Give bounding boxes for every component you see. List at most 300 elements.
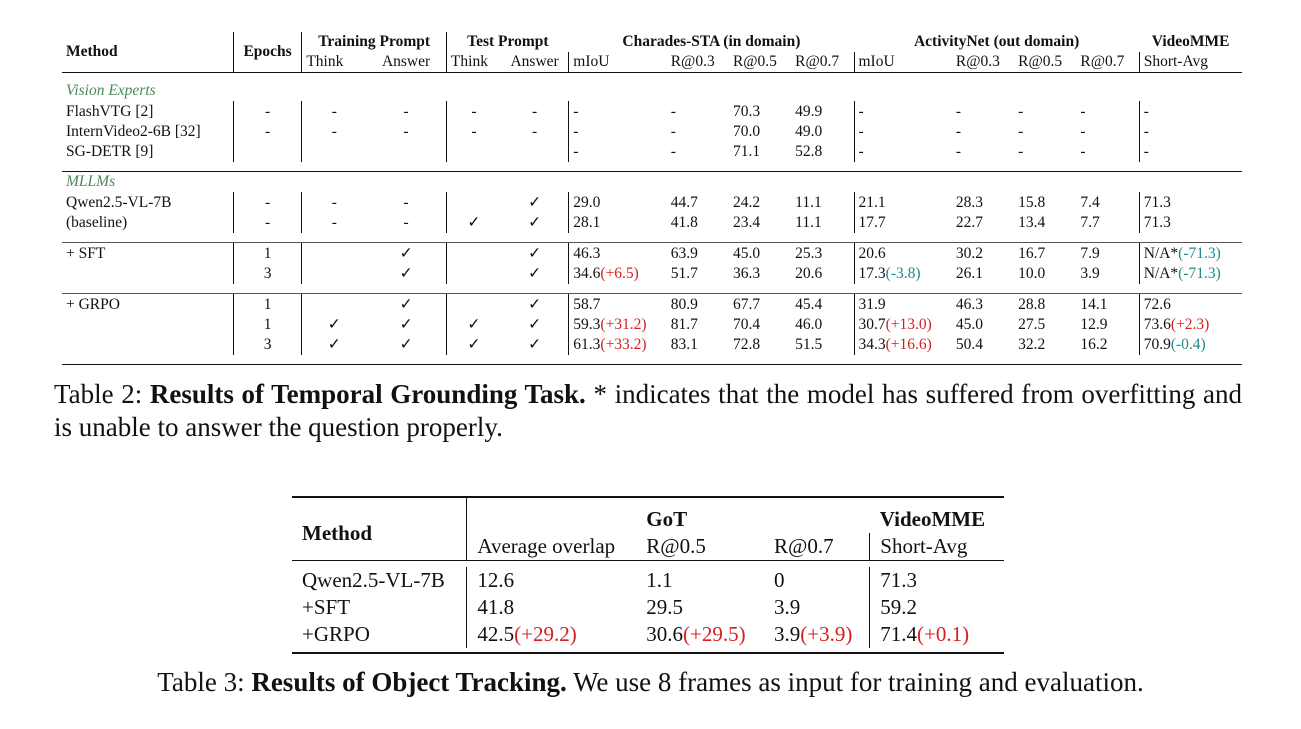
method-cell: [62, 192, 233, 213]
test-answer-cell: [501, 122, 569, 142]
test-think-cell: [446, 142, 500, 162]
ch-r07-cell: [791, 101, 854, 122]
cell-value: 20.6: [795, 265, 823, 282]
t3-r07-cell: [764, 567, 870, 594]
t3-method-cell: [292, 594, 467, 621]
cell-value: 49.0: [795, 123, 823, 140]
cell-value: FlashVTG [2]: [66, 103, 154, 120]
table-row: [292, 621, 1004, 648]
subheader-test-answer: Answer: [510, 53, 559, 70]
ch-r03-cell: [667, 122, 729, 142]
cell-value: -: [403, 214, 409, 231]
ch-r05-cell: [729, 192, 791, 213]
vm-short-avg-cell: [1139, 192, 1242, 213]
t3-body: [292, 567, 1004, 648]
cell-value: -: [403, 194, 409, 211]
vm-short-avg-cell: [1139, 243, 1242, 265]
cell-value: 59.3: [573, 316, 601, 333]
ch-miou-cell: [569, 315, 667, 335]
cell-value: -: [858, 123, 864, 140]
t3-r07-cell: [764, 621, 870, 648]
grpo-group: [62, 294, 1242, 356]
train-answer-cell: [366, 122, 446, 142]
ch-miou-cell: [569, 213, 667, 233]
cell-value: 26.1: [955, 265, 984, 282]
t3-avg-overlap-cell: [467, 594, 636, 621]
epochs-cell: [233, 243, 302, 265]
an-miou-cell: [854, 142, 952, 162]
delta-value: (+33.2): [600, 336, 647, 353]
cell-value: -: [331, 194, 337, 211]
train-think-cell: [302, 294, 366, 316]
vm-short-avg-cell: [1139, 335, 1242, 355]
cell-value: 72.8: [732, 336, 761, 353]
cell-value: +SFT: [302, 595, 351, 619]
cell-value: 70.0: [732, 123, 761, 140]
cell-value: 16.2: [1080, 336, 1108, 353]
delta-value: (+16.6): [885, 336, 932, 353]
an-r07-cell: [1076, 213, 1139, 233]
subheader-test-think: Think: [446, 52, 500, 73]
cell-value: 49.9: [795, 103, 823, 120]
cell-value: +GRPO: [302, 622, 370, 646]
cell-value: -: [532, 103, 538, 120]
cell-value: 24.2: [732, 194, 761, 211]
cell-value: 7.7: [1080, 214, 1100, 231]
table2-caption: [54, 378, 1242, 444]
cell-value: ✓: [399, 245, 413, 262]
cell-value: -: [331, 214, 337, 231]
method-cell: [62, 101, 233, 122]
cell-value: ✓: [528, 316, 542, 333]
cell-value: + SFT: [66, 245, 106, 262]
table-row: [62, 101, 1242, 122]
cell-value: 83.1: [670, 336, 698, 353]
cell-value: 12.9: [1080, 316, 1108, 333]
cell-value: 45.4: [795, 296, 823, 313]
method-cell: [62, 122, 233, 142]
ch-r07-cell: [791, 315, 854, 335]
ch-r05-cell: [729, 101, 791, 122]
cell-value: 45.0: [732, 245, 761, 262]
method-cell: [62, 213, 233, 233]
t3-r05-cell: [636, 621, 764, 648]
an-r05-cell: [1014, 315, 1076, 335]
vm-short-avg-cell: [1139, 122, 1242, 142]
delta-value: (-71.3): [1178, 265, 1221, 282]
cell-value: 51.5: [795, 336, 823, 353]
table-row: [62, 213, 1242, 233]
cell-value: -: [670, 103, 676, 120]
method-cell: [62, 335, 233, 355]
cell-value: 20.6: [858, 245, 886, 262]
train-answer-cell: [366, 101, 446, 122]
table2-caption-text: * indicates that the model has suffered from overfitting and is unable to answer the question properly.: [54, 379, 1242, 442]
header-method: Method: [66, 43, 118, 60]
cell-value: 3: [263, 336, 272, 353]
ch-miou-cell: [569, 335, 667, 355]
an-r05-cell: [1014, 192, 1076, 213]
an-miou-cell: [854, 192, 952, 213]
t3-header-got: GoT: [636, 497, 764, 533]
t3-header-videomme: VideoMME: [870, 497, 1004, 533]
cell-value: -: [670, 143, 676, 160]
cell-value: ✓: [399, 265, 413, 282]
table3-caption-title: Results of Object Tracking.: [251, 667, 567, 697]
table-row: [62, 294, 1242, 316]
subheader-ch-miou: mIoU: [569, 52, 667, 73]
subheader-train-think: Think: [302, 52, 366, 73]
cell-value: -: [858, 143, 864, 160]
vm-short-avg-cell: [1139, 264, 1242, 284]
test-think-cell: [446, 335, 500, 355]
ch-r05-cell: [729, 264, 791, 284]
cell-value: (baseline): [66, 214, 128, 231]
method-cell: [62, 264, 233, 284]
test-think-cell: [446, 243, 500, 265]
vm-short-avg-cell: [1139, 213, 1242, 233]
cell-value: 28.8: [1018, 296, 1046, 313]
cell-value: ✓: [528, 194, 542, 211]
delta-value: (+31.2): [600, 316, 647, 333]
cell-value: 0: [773, 568, 785, 592]
ch-r03-cell: [667, 142, 729, 162]
method-cell: [62, 142, 233, 162]
cell-value: 3: [263, 265, 272, 282]
cell-value: 30.2: [955, 245, 984, 262]
cell-value: ✓: [399, 296, 413, 313]
vision-experts-group: [62, 101, 1242, 162]
epochs-cell: [233, 315, 302, 335]
train-think-cell: [302, 335, 366, 355]
epochs-cell: [233, 264, 302, 284]
cell-value: 41.8: [670, 214, 698, 231]
ch-r03-cell: [667, 335, 729, 355]
an-miou-cell: [854, 213, 952, 233]
header-test-prompt: Test Prompt: [446, 32, 568, 52]
ch-r03-cell: [667, 294, 729, 316]
ch-r03-cell: [667, 243, 729, 265]
cell-value: -: [1080, 143, 1086, 160]
cell-value: 25.3: [795, 245, 823, 262]
cell-value: -: [1143, 123, 1149, 140]
train-think-cell: [302, 101, 366, 122]
delta-value: (+13.0): [885, 316, 932, 333]
vm-short-avg-cell: [1139, 294, 1242, 316]
cell-value: 45.0: [955, 316, 984, 333]
cell-value: 52.8: [795, 143, 823, 160]
cell-value: 42.5: [477, 622, 515, 646]
cell-value: -: [1018, 103, 1024, 120]
cell-value: 71.4: [880, 622, 918, 646]
cell-value: 15.8: [1018, 194, 1046, 211]
test-think-cell: [446, 294, 500, 316]
an-r03-cell: [952, 294, 1014, 316]
cell-value: ✓: [467, 316, 481, 333]
test-answer-cell: [501, 335, 569, 355]
cell-value: InternVideo2-6B [32]: [66, 123, 201, 140]
cell-value: 1: [263, 316, 272, 333]
epochs-cell: [233, 213, 302, 233]
t3-r05-cell: [636, 594, 764, 621]
an-r05-cell: [1014, 294, 1076, 316]
subheader-ch-r03: R@0.3: [670, 53, 715, 70]
an-r07-cell: [1076, 192, 1139, 213]
cell-value: 1: [263, 296, 272, 313]
cell-value: ✓: [399, 336, 413, 353]
an-miou-cell: [854, 294, 952, 316]
t3-method-cell: [292, 567, 467, 594]
t3-header-short-avg: Short-Avg: [870, 533, 1004, 561]
cell-value: 11.1: [795, 214, 822, 231]
cell-value: 71.1: [732, 143, 761, 160]
ch-r07-cell: [791, 335, 854, 355]
cell-value: -: [1143, 143, 1149, 160]
ch-r03-cell: [667, 101, 729, 122]
cell-value: -: [1018, 143, 1024, 160]
train-think-cell: [302, 213, 366, 233]
cell-value: 29.5: [646, 595, 684, 619]
an-r05-cell: [1014, 264, 1076, 284]
delta-value: (-71.3): [1178, 245, 1221, 262]
an-r03-cell: [952, 335, 1014, 355]
train-answer-cell: [366, 243, 446, 265]
t3-avg-overlap-cell: [467, 621, 636, 648]
cell-value: 71.3: [880, 568, 918, 592]
test-answer-cell: [501, 294, 569, 316]
cell-value: -: [331, 103, 337, 120]
ch-r05-cell: [729, 243, 791, 265]
t3-method-cell: [292, 621, 467, 648]
an-r07-cell: [1076, 142, 1139, 162]
t3-header-r07: R@0.7: [773, 534, 834, 558]
test-think-cell: [446, 122, 500, 142]
train-answer-cell: [366, 315, 446, 335]
ch-r03-cell: [667, 192, 729, 213]
cell-value: -: [1143, 103, 1149, 120]
cell-value: 17.3: [858, 265, 886, 282]
mllms-group: [62, 192, 1242, 233]
cell-value: 80.9: [670, 296, 698, 313]
epochs-cell: [233, 122, 302, 142]
cell-value: 30.7: [858, 316, 886, 333]
test-think-cell: [446, 213, 500, 233]
ch-r07-cell: [791, 213, 854, 233]
an-r03-cell: [952, 122, 1014, 142]
epochs-cell: [233, 294, 302, 316]
subheader-ch-r05: R@0.5: [732, 53, 777, 70]
cell-value: -: [265, 194, 271, 211]
cell-value: -: [858, 103, 864, 120]
ch-r07-cell: [791, 142, 854, 162]
ch-r05-cell: [729, 122, 791, 142]
cell-value: 7.9: [1080, 245, 1100, 262]
cell-value: -: [670, 123, 676, 140]
cell-value: -: [573, 123, 579, 140]
table-row: [62, 243, 1242, 265]
ch-r07-cell: [791, 122, 854, 142]
object-tracking-table: [292, 496, 1004, 654]
epochs-cell: [233, 335, 302, 355]
table-row: [292, 594, 1004, 621]
cell-value: 1: [263, 245, 272, 262]
table3-caption-text: We use 8 frames as input for training and evaluation.: [566, 667, 1144, 697]
test-think-cell: [446, 192, 500, 213]
cell-value: Qwen2.5-VL-7B: [302, 568, 445, 592]
cell-value: -: [471, 103, 477, 120]
ch-r05-cell: [729, 335, 791, 355]
test-think-cell: [446, 101, 500, 122]
delta-value: (-3.8): [885, 265, 921, 282]
cell-value: 34.6: [573, 265, 601, 282]
header-epochs: Epochs: [233, 32, 302, 73]
cell-value: ✓: [327, 336, 341, 353]
temporal-grounding-table: [62, 32, 1242, 365]
cell-value: 70.9: [1143, 336, 1171, 353]
cell-value: 11.1: [795, 194, 822, 211]
an-r07-cell: [1076, 122, 1139, 142]
cell-value: 28.1: [573, 214, 601, 231]
cell-value: 73.6: [1143, 316, 1171, 333]
test-answer-cell: [501, 243, 569, 265]
subheader-an-r05: R@0.5: [1018, 53, 1063, 70]
cell-value: 29.0: [573, 194, 601, 211]
an-miou-cell: [854, 101, 952, 122]
cell-value: ✓: [528, 245, 542, 262]
test-answer-cell: [501, 315, 569, 335]
an-r03-cell: [952, 243, 1014, 265]
method-cell: [62, 315, 233, 335]
cell-value: 31.9: [858, 296, 886, 313]
table-row: [62, 335, 1242, 355]
vm-short-avg-cell: [1139, 315, 1242, 335]
t3-header-r05: R@0.5: [646, 534, 706, 558]
train-think-cell: [302, 315, 366, 335]
an-miou-cell: [854, 264, 952, 284]
delta-value: (-0.4): [1170, 336, 1206, 353]
ch-r05-cell: [729, 315, 791, 335]
cell-value: 70.4: [732, 316, 761, 333]
t3-header-method: Method: [292, 497, 467, 561]
cell-value: 14.1: [1080, 296, 1108, 313]
cell-value: 3.9: [773, 622, 801, 646]
cell-value: 34.3: [858, 336, 886, 353]
delta-value: (+29.5): [683, 622, 746, 646]
t3-short-avg-cell: [870, 594, 1004, 621]
test-think-cell: [446, 315, 500, 335]
t3-header-avg-overlap: Average overlap: [467, 533, 636, 561]
delta-value: (+0.1): [917, 622, 970, 646]
cell-value: -: [955, 123, 962, 140]
an-r05-cell: [1014, 335, 1076, 355]
cell-value: ✓: [327, 316, 341, 333]
test-think-cell: [446, 264, 500, 284]
subheader-an-r03: R@0.3: [955, 53, 1000, 70]
test-answer-cell: [501, 142, 569, 162]
ch-miou-cell: [569, 243, 667, 265]
train-think-cell: [302, 192, 366, 213]
cell-value: -: [573, 103, 579, 120]
method-cell: [62, 243, 233, 265]
epochs-cell: [233, 101, 302, 122]
cell-value: 72.6: [1143, 296, 1171, 313]
an-r03-cell: [952, 101, 1014, 122]
table-row: [62, 264, 1242, 284]
subheader-an-r07: R@0.7: [1080, 53, 1125, 70]
subheader-short-avg: Short-Avg: [1139, 52, 1242, 73]
test-answer-cell: [501, 264, 569, 284]
ch-r03-cell: [667, 213, 729, 233]
table-row: [62, 122, 1242, 142]
ch-miou-cell: [569, 192, 667, 213]
an-r05-cell: [1014, 122, 1076, 142]
section-vision-experts: Vision Experts: [66, 82, 156, 99]
table3-caption: [0, 666, 1301, 699]
train-answer-cell: [366, 142, 446, 162]
cell-value: ✓: [399, 316, 413, 333]
cell-value: 12.6: [477, 568, 515, 592]
test-answer-cell: [501, 192, 569, 213]
ch-r07-cell: [791, 243, 854, 265]
an-r05-cell: [1014, 142, 1076, 162]
cell-value: 3.9: [773, 595, 801, 619]
method-cell: [62, 294, 233, 316]
an-r07-cell: [1076, 243, 1139, 265]
section-mllms: MLLMs: [62, 172, 1242, 193]
an-r03-cell: [952, 142, 1014, 162]
cell-value: 46.3: [955, 296, 984, 313]
an-r05-cell: [1014, 213, 1076, 233]
subheader-train-answer: Answer: [381, 53, 431, 70]
t3-r07-cell: [764, 594, 870, 621]
cell-value: 36.3: [732, 265, 761, 282]
cell-value: -: [471, 123, 477, 140]
cell-value: 51.7: [670, 265, 698, 282]
cell-value: 59.2: [880, 595, 918, 619]
table3-caption-label: Table 3:: [157, 667, 245, 697]
cell-value: 67.7: [732, 296, 761, 313]
cell-value: -: [1080, 123, 1086, 140]
cell-value: -: [1018, 123, 1024, 140]
epochs-cell: [233, 192, 302, 213]
an-r03-cell: [952, 315, 1014, 335]
cell-value: + GRPO: [66, 296, 120, 313]
cell-value: Qwen2.5-VL-7B: [66, 194, 172, 211]
cell-value: 7.4: [1080, 194, 1100, 211]
cell-value: 21.1: [858, 194, 886, 211]
train-think-cell: [302, 243, 366, 265]
cell-value: 44.7: [670, 194, 698, 211]
cell-value: 63.9: [670, 245, 698, 262]
table-row: [292, 567, 1004, 594]
cell-value: 46.3: [573, 245, 601, 262]
cell-value: 28.3: [955, 194, 984, 211]
cell-value: 13.4: [1018, 214, 1046, 231]
cell-value: SG-DETR [9]: [66, 143, 154, 160]
sft-group: [62, 243, 1242, 285]
cell-value: 71.3: [1143, 194, 1171, 211]
table-row: [62, 142, 1242, 162]
cell-value: 16.7: [1018, 245, 1046, 262]
vm-short-avg-cell: [1139, 142, 1242, 162]
table2-caption-title: Results of Temporal Grounding Task.: [149, 379, 586, 409]
test-answer-cell: [501, 213, 569, 233]
train-answer-cell: [366, 213, 446, 233]
delta-value: (+6.5): [600, 265, 639, 282]
cell-value: 70.3: [732, 103, 761, 120]
cell-value: -: [1080, 103, 1086, 120]
cell-value: 58.7: [573, 296, 601, 313]
